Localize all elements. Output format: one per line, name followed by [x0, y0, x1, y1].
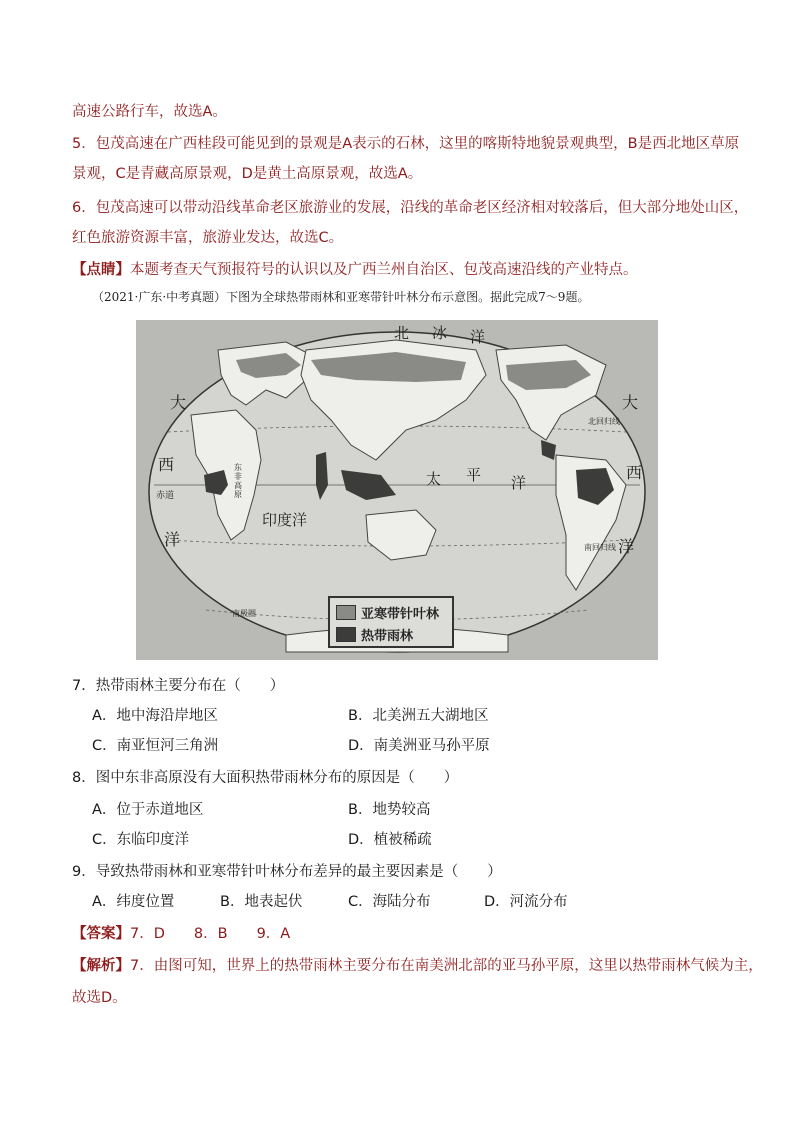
text-line-4: 6．包茂高速可以带动沿线革命老区旅游业的发展，沿线的革命老区经济相对较落后，但大部分地处山区， — [72, 200, 749, 216]
label-xi-right: 西 — [626, 463, 643, 482]
label-north-tropic: 北回归线 — [588, 417, 620, 426]
label-plateau-4: 原 — [234, 490, 242, 499]
answer-line — [72, 924, 290, 944]
map-legend — [328, 596, 454, 648]
question-7-option-a[interactable]: A．地中海沿岸地区 — [92, 708, 218, 724]
question-intro: （2021·广东·中考真题）下图为全球热带雨林和亚寒带针叶林分布示意图。据此完成7～9题。 — [92, 290, 590, 304]
question-8-option-b[interactable]: B．地势较高 — [348, 802, 431, 818]
legend-boreal — [336, 602, 439, 622]
label-yang-left: 洋 — [164, 530, 181, 549]
text-line-3: 景观，C是青藏高原景观，D是黄土高原景观，故选A。 — [72, 166, 423, 182]
label-yang-right: 洋 — [618, 537, 635, 556]
analysis-line-1 — [72, 956, 763, 976]
question-7-option-d[interactable]: D．南美洲亚马孙平原 — [348, 738, 490, 754]
text-line-5: 红色旅游资源丰富，旅游业发达，故选C。 — [72, 230, 344, 246]
world-map-figure — [136, 320, 658, 660]
label-pacific-3: 洋 — [511, 474, 527, 492]
question-8-option-c[interactable]: C．东临印度洋 — [92, 832, 190, 848]
label-south-tropic: 南回归线 — [584, 543, 616, 552]
answer-text: 7．D 8．B 9．A — [130, 926, 291, 942]
analysis-tag: 【解析】 — [72, 958, 130, 974]
label-plateau-2: 非 — [234, 472, 242, 481]
question-8-option-a[interactable]: A．位于赤道地区 — [92, 802, 204, 818]
question-7-option-b[interactable]: B．北美洲五大湖地区 — [348, 708, 489, 724]
legend-rainforest-label: 热带雨林 — [361, 628, 414, 644]
label-south-polar: 南极圈 — [232, 609, 256, 618]
question-7-option-c[interactable]: C．南亚恒河三角洲 — [92, 738, 219, 754]
question-9-option-d[interactable]: D．河流分布 — [484, 894, 568, 910]
question-9-option-b[interactable]: B．地表起伏 — [220, 894, 303, 910]
label-indian-ocean: 印度洋 — [262, 511, 308, 529]
legend-rainforest — [336, 624, 413, 644]
label-plateau-1: 东 — [234, 463, 242, 472]
answer-tag: 【答案】 — [72, 926, 130, 942]
question-7-stem: 7．热带雨林主要分布在（ ） — [72, 678, 285, 694]
question-9-stem: 9．导致热带雨林和亚寒带针叶林分布差异的最主要因素是（ ） — [72, 864, 502, 880]
question-9-option-a[interactable]: A．纬度位置 — [92, 894, 175, 910]
legend-boreal-swatch — [336, 605, 356, 620]
dianjing-tag: 【点睛】 — [72, 262, 130, 278]
label-da-left: 大 — [170, 393, 187, 412]
legend-rainforest-swatch — [336, 627, 356, 642]
label-equator: 赤道 — [156, 491, 175, 501]
question-9-option-c[interactable]: C．海陆分布 — [348, 894, 431, 910]
label-plateau-3: 高 — [234, 481, 242, 490]
text-line-2: 5．包茂高速在广西桂段可能见到的景观是A表示的石林，这里的喀斯特地貌景观典型，B是西北地区草原 — [72, 136, 740, 152]
text-line-1: 高速公路行车，故选A。 — [72, 104, 227, 120]
label-north-ice-1: 北 — [394, 324, 410, 342]
label-xi-left: 西 — [158, 455, 175, 474]
label-north-ice-2: 冰 — [432, 324, 448, 342]
label-da-right: 大 — [622, 393, 639, 412]
analysis-line-2: 故选D。 — [72, 990, 127, 1006]
label-pacific-1: 太 — [426, 470, 442, 488]
label-pacific-2: 平 — [466, 466, 482, 484]
label-north-ice-3: 洋 — [470, 328, 486, 346]
analysis-text-1: 7．由图可知，世界上的热带雨林主要分布在南美洲北部的亚马孙平原，这里以热带雨林气候为主， — [130, 958, 763, 974]
question-8-option-d[interactable]: D．植被稀疏 — [348, 832, 432, 848]
dianjing-line — [72, 260, 638, 280]
dianjing-text: 本题考查天气预报符号的认识以及广西兰州自治区、包茂高速沿线的产业特点。 — [130, 262, 638, 278]
legend-boreal-label: 亚寒带针叶林 — [361, 606, 440, 622]
question-8-stem: 8．图中东非高原没有大面积热带雨林分布的原因是（ ） — [72, 770, 459, 786]
